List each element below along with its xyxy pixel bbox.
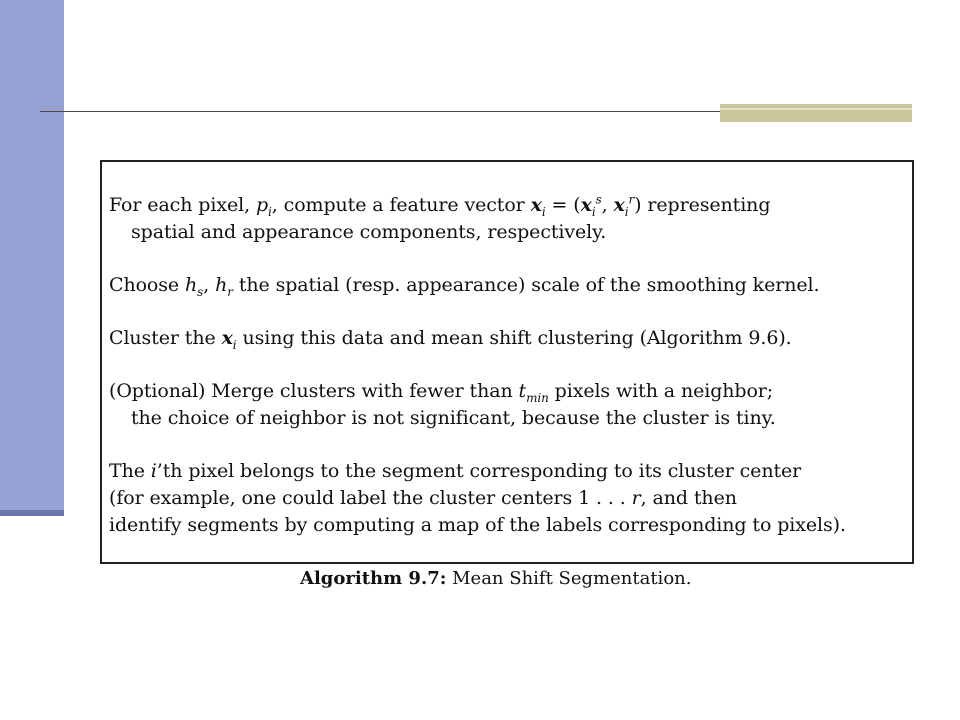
top-right-accent-highlight bbox=[720, 108, 912, 110]
step-1-text-a: For each pixel, bbox=[109, 194, 256, 216]
algorithm-content bbox=[109, 192, 904, 565]
step-5-text-d: , and then bbox=[640, 487, 737, 509]
step-4-text-b: pixels with a neighbor; bbox=[548, 380, 774, 402]
step-1-text-b: , compute a feature vector bbox=[271, 194, 531, 216]
step-3-line-1 bbox=[109, 325, 904, 352]
math-sub-i: i bbox=[541, 204, 546, 219]
step-3-text-a: Cluster the bbox=[109, 327, 222, 349]
step-2-line-1 bbox=[109, 272, 904, 299]
step-4-line-1 bbox=[109, 378, 904, 405]
left-accent-bar bbox=[0, 0, 64, 512]
algorithm-box bbox=[100, 160, 914, 564]
math-sub-min: min bbox=[526, 390, 549, 405]
step-4-text-a: (Optional) Merge clusters with fewer than bbox=[109, 380, 519, 402]
step-5-line-2 bbox=[109, 485, 904, 512]
math-equals-open: = ( bbox=[545, 194, 581, 216]
step-5-text-b: ’th pixel belongs to the segment corresponding to its cluster center bbox=[156, 460, 802, 482]
algorithm-step-5 bbox=[109, 458, 904, 539]
title-divider-line bbox=[40, 111, 722, 112]
math-sub-i: i bbox=[591, 204, 596, 219]
math-r: r bbox=[631, 487, 641, 509]
algorithm-step-3 bbox=[109, 325, 904, 352]
math-p: p bbox=[255, 194, 269, 216]
step-1-line-1 bbox=[109, 192, 904, 219]
left-accent-bar-base bbox=[0, 510, 64, 516]
top-right-accent-bar bbox=[720, 104, 912, 122]
algorithm-step-2 bbox=[109, 272, 904, 299]
algorithm-step-4 bbox=[109, 378, 904, 432]
math-x-vector: x bbox=[530, 194, 542, 216]
math-sub-i: i bbox=[232, 337, 237, 352]
math-sub-i: i bbox=[268, 204, 272, 219]
math-x-appearance: x bbox=[613, 194, 625, 216]
step-1-line-2: spatial and appearance components, respectively. bbox=[131, 221, 607, 243]
math-sup-s: s bbox=[595, 192, 602, 207]
math-sup-r: r bbox=[628, 192, 635, 207]
math-comma: , bbox=[203, 274, 216, 296]
algorithm-caption bbox=[300, 568, 691, 589]
math-comma: , bbox=[601, 194, 614, 216]
math-t: t bbox=[518, 380, 527, 402]
step-5-text-a: The bbox=[109, 460, 151, 482]
math-h: h bbox=[215, 274, 228, 296]
caption-label: Algorithm 9.7: bbox=[300, 568, 447, 589]
math-i: i bbox=[150, 460, 157, 482]
step-5-line-1 bbox=[109, 458, 904, 485]
math-sub-r: r bbox=[227, 284, 233, 299]
step-2-text-b: the spatial (resp. appearance) scale of the smoothing kernel. bbox=[232, 274, 820, 296]
math-x-spatial: x bbox=[580, 194, 592, 216]
step-3-text-b: using this data and mean shift clustering (Algorithm 9.6). bbox=[236, 327, 792, 349]
math-sub-i: i bbox=[624, 204, 629, 219]
math-sub-s: s bbox=[197, 284, 204, 299]
step-5-text-c: (for example, one could label the cluster centers 1 . . . bbox=[109, 487, 632, 509]
step-2-text-a: Choose bbox=[109, 274, 185, 296]
algorithm-step-1 bbox=[109, 192, 904, 246]
math-h: h bbox=[185, 274, 198, 296]
caption-text: Mean Shift Segmentation. bbox=[446, 568, 692, 589]
step-1-text-c: ) representing bbox=[634, 194, 771, 216]
math-x-vector: x bbox=[221, 327, 233, 349]
step-4-line-2: the choice of neighbor is not significant, because the cluster is tiny. bbox=[131, 407, 776, 429]
step-5-line-3: identify segments by computing a map of the labels corresponding to pixels). bbox=[109, 514, 846, 536]
